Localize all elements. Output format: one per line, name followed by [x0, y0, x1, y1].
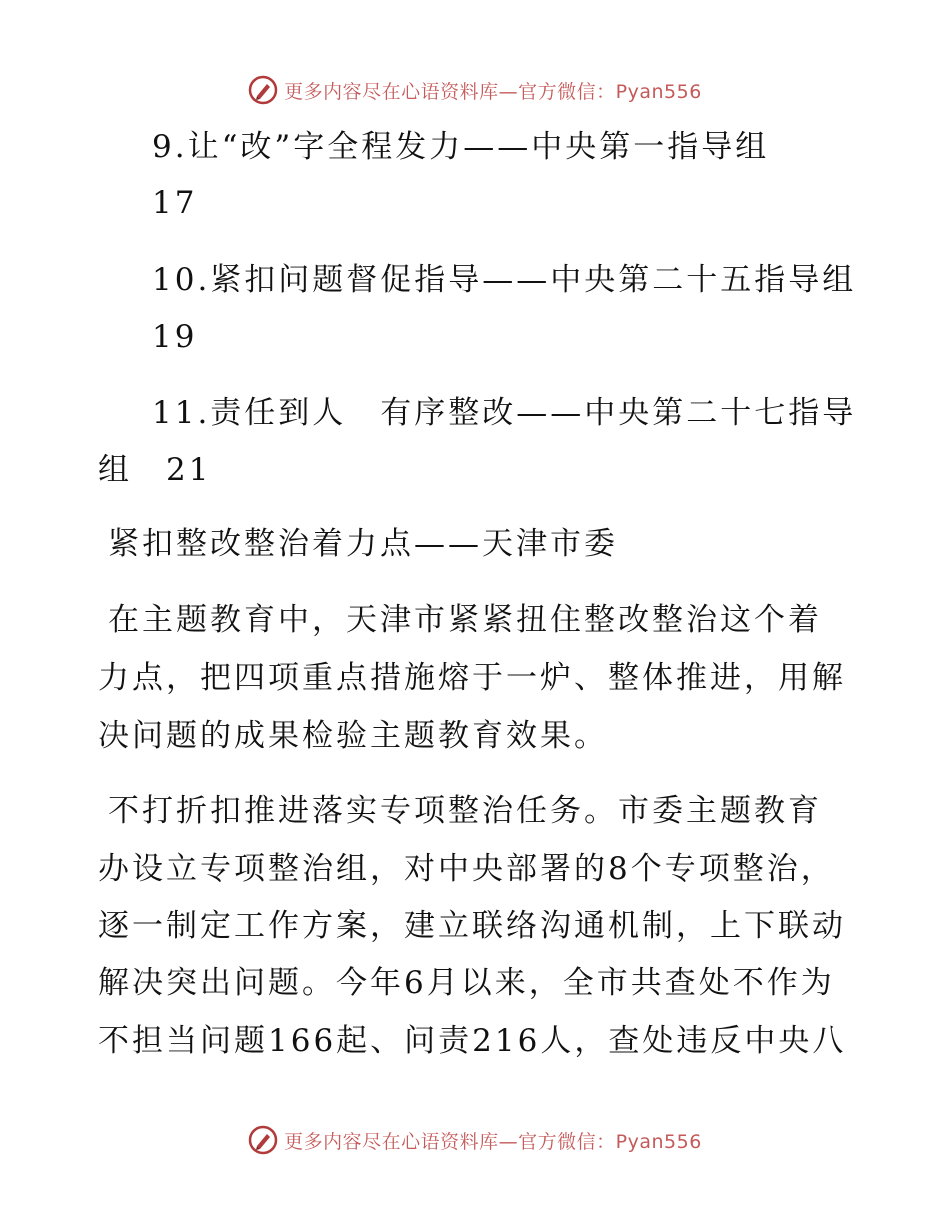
toc-item-9-page: 17: [152, 185, 198, 221]
para2-line2: 办设立专项整治组，对中央部署的8个专项整治，: [98, 851, 835, 887]
pen-logo-icon: [248, 1125, 278, 1155]
para2-line3: 逐一制定工作方案，建立联络沟通机制，上下联动: [98, 908, 846, 944]
watermark-text: 更多内容尽在心语资料库—官方微信：Pyan556: [284, 80, 702, 103]
para2-line5: 不担当问题166起、问责216人，查处违反中央八: [98, 1023, 847, 1059]
watermark-text: 更多内容尽在心语资料库—官方微信：Pyan556: [284, 1130, 702, 1153]
article-title: 紧扣整改整治着力点——天津市委: [108, 526, 618, 562]
para1-line2: 力点，把四项重点措施熔于一炉、整体推进，用解: [98, 660, 846, 696]
pen-logo-icon: [248, 75, 278, 105]
para1-line3: 决问题的成果检验主题教育效果。: [98, 718, 608, 754]
footer-watermark: [0, 1120, 950, 1160]
para1-line1: 在主题教育中，天津市紧紧扭住整改整治这个着: [108, 602, 822, 638]
toc-item-11-page: 组 21: [98, 452, 212, 488]
toc-item-11: 11.责任到人 有序整改——中央第二十七指导: [152, 395, 857, 431]
para2-line1: 不打折扣推进落实专项整治任务。市委主题教育: [108, 793, 822, 829]
toc-item-10: 10.紧扣问题督促指导——中央第二十五指导组: [152, 262, 857, 298]
header-watermark: [0, 70, 950, 110]
para2-line4: 解决突出问题。今年6月以来，全市共查处不作为: [98, 965, 835, 1001]
toc-item-10-page: 19: [152, 319, 198, 355]
toc-item-9: 9.让“改”字全程发力——中央第一指导组: [152, 129, 770, 165]
